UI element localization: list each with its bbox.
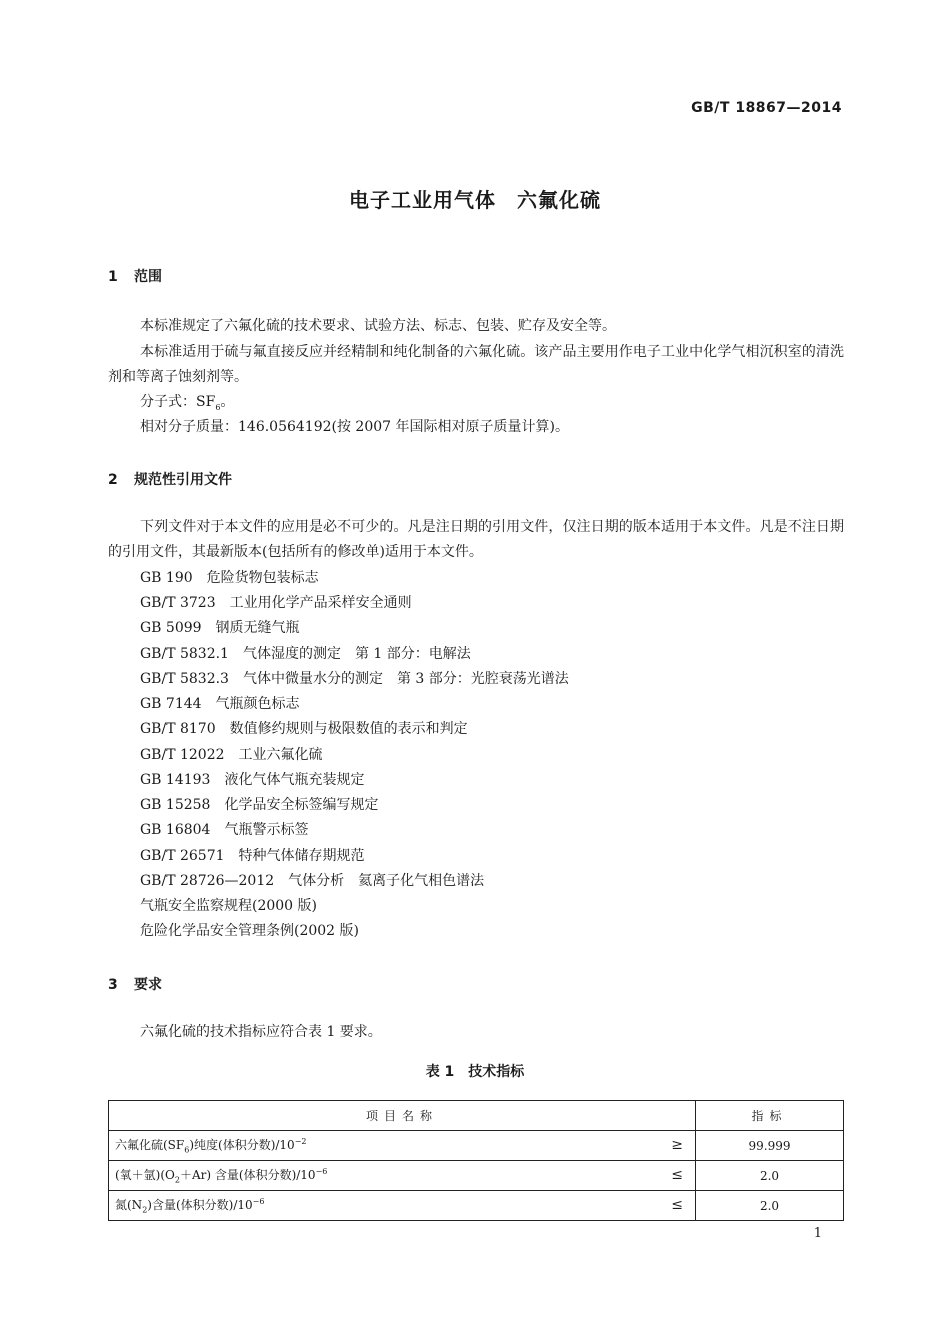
column-header-value: 指标 [696, 1101, 844, 1131]
technical-indicators-table [108, 1100, 844, 1221]
table-row [109, 1191, 844, 1221]
reference-item: GB/T 28726—2012 气体分析 氦离子化气相色谱法 [140, 873, 485, 889]
reference-item: GB 7144 气瓶颜色标志 [140, 696, 300, 712]
reference-item: GB/T 8170 数值修约规则与极限数值的表示和判定 [140, 721, 468, 737]
column-header-item: 项目名称 [109, 1101, 696, 1131]
reference-item: GB 14193 液化气体气瓶充装规定 [140, 772, 365, 788]
relation-symbol: ≤ [671, 1197, 683, 1213]
formula-subscript: 6 [215, 402, 221, 412]
section-number: 3 [108, 977, 118, 993]
item-text: ＋Ar) 含量(体积分数)/10 [179, 1168, 316, 1183]
standard-number: GB/T 18867—2014 [691, 100, 842, 116]
item-text: 氮(N [115, 1198, 143, 1213]
item-text: )纯度(体积分数)/10 [189, 1138, 295, 1153]
table-row [109, 1131, 844, 1161]
molecular-mass: 相对分子质量：146.0564192(按 2007 年国际相对原子质量计算)。 [140, 419, 569, 435]
requirements-intro: 六氟化硫的技术指标应符合表 1 要求。 [140, 1024, 382, 1040]
item-name-cell [109, 1161, 696, 1191]
table-row [109, 1161, 844, 1191]
reference-item: GB 5099 钢质无缝气瓶 [140, 620, 300, 636]
item-subscript: 6 [184, 1145, 190, 1155]
section-title: 规范性引用文件 [134, 472, 232, 488]
scope-paragraph-1: 本标准规定了六氟化硫的技术要求、试验方法、标志、包装、贮存及安全等。 [140, 318, 616, 334]
table-header-row [109, 1101, 844, 1131]
reference-item: 危险化学品安全管理条例(2002 版) [140, 923, 360, 939]
section-heading-references [108, 469, 232, 489]
relation-symbol: ≤ [671, 1167, 683, 1183]
reference-item: GB 15258 化学品安全标签编写规定 [140, 797, 379, 813]
scope-paragraph-2: 本标准适用于硫与氟直接反应并经精制和纯化制备的六氟化硫。该产品主要用作电子工业中化学气相沉积室的清洗剂和等离子蚀刻剂等。 [108, 344, 844, 385]
item-text: )含量(体积分数)/10 [147, 1198, 253, 1213]
reference-item: GB/T 3723 工业用化学产品采样安全通则 [140, 595, 412, 611]
section-title: 范围 [134, 269, 162, 285]
reference-item: GB 190 危险货物包装标志 [140, 570, 319, 586]
item-name-cell [109, 1191, 696, 1221]
references-intro: 下列文件对于本文件的应用是必不可少的。凡是注日期的引用文件，仅注日期的版本适用于本文件。凡是不注日期的引用文件，其最新版本(包括所有的修改单)适用于本文件。 [108, 519, 844, 560]
indicator-value-cell: 99.999 [696, 1131, 844, 1161]
item-exponent: −6 [252, 1197, 265, 1207]
reference-item: GB/T 5832.3 气体中微量水分的测定 第 3 部分：光腔衰荡光谱法 [140, 671, 569, 687]
item-name-cell [109, 1131, 696, 1161]
reference-item: GB 16804 气瓶警示标签 [140, 822, 309, 838]
page-number: 1 [813, 1226, 822, 1241]
indicator-value-cell: 2.0 [696, 1191, 844, 1221]
item-exponent: −2 [294, 1137, 307, 1147]
indicator-value-cell: 2.0 [696, 1161, 844, 1191]
section-number: 1 [108, 269, 118, 285]
item-subscript: 2 [142, 1205, 148, 1215]
document-title: 电子工业用气体 六氟化硫 [349, 188, 601, 212]
table-caption: 表 1 技术指标 [425, 1064, 525, 1080]
reference-item: 气瓶安全监察规程(2000 版) [140, 898, 318, 914]
reference-item: GB/T 5832.1 气体湿度的测定 第 1 部分：电解法 [140, 646, 471, 662]
section-heading-scope [108, 266, 162, 286]
formula-end: 。 [220, 394, 235, 410]
reference-item: GB/T 26571 特种气体储存期规范 [140, 848, 365, 864]
relation-symbol: ≥ [671, 1137, 683, 1153]
formula-label: 分子式：SF [140, 394, 216, 410]
item-exponent: −6 [315, 1167, 328, 1177]
section-heading-requirements [108, 974, 162, 994]
item-text: (氧＋氩)(O [115, 1168, 175, 1183]
section-number: 2 [108, 472, 118, 488]
section-title: 要求 [134, 977, 162, 993]
item-subscript: 2 [174, 1175, 180, 1185]
reference-item: GB/T 12022 工业六氟化硫 [140, 747, 323, 763]
item-text: 六氟化硫(SF [115, 1138, 185, 1153]
